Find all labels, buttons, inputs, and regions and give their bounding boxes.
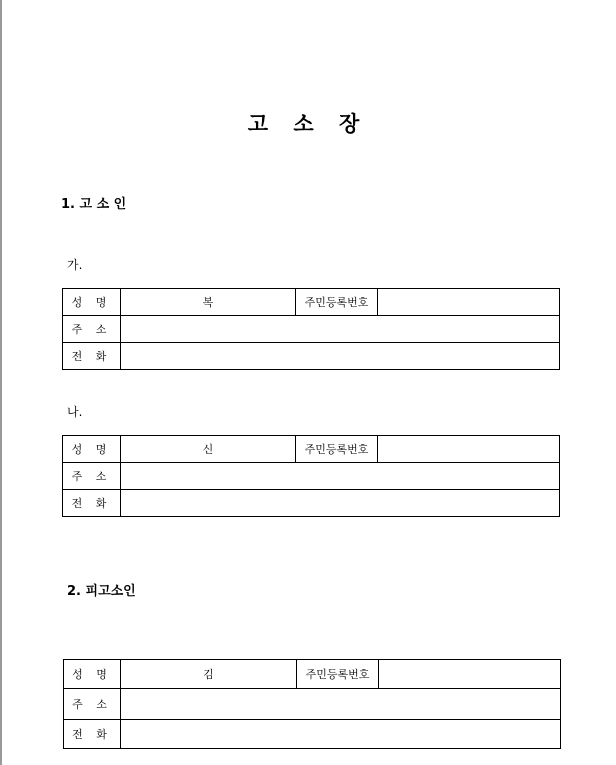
address-label: 주 소 <box>63 316 121 343</box>
phone-row <box>63 490 560 517</box>
phone-value <box>121 720 561 749</box>
address-value <box>121 689 561 720</box>
phone-label: 전 화 <box>63 490 121 517</box>
address-value <box>121 463 560 490</box>
rrn-label: 주민등록번호 <box>297 660 379 689</box>
complainant-heading: 1. 고 소 인 <box>61 197 127 212</box>
name-row <box>64 660 561 689</box>
name-label: 성 명 <box>63 289 121 316</box>
address-row <box>63 463 560 490</box>
complainant-b-label: 나. <box>67 405 83 419</box>
address-row <box>63 316 560 343</box>
address-label: 주 소 <box>64 689 121 720</box>
name-value: 신 <box>121 436 296 463</box>
complainant-b-table <box>62 435 560 517</box>
document-title: 고 소 장 <box>247 112 369 136</box>
address-row <box>64 689 561 720</box>
rrn-value <box>379 660 561 689</box>
name-row <box>63 436 560 463</box>
address-value <box>121 316 560 343</box>
rrn-label: 주민등록번호 <box>296 436 378 463</box>
name-value: 복 <box>121 289 296 316</box>
phone-value <box>121 343 560 370</box>
phone-label: 전 화 <box>64 720 121 749</box>
complainant-a-table <box>62 288 560 370</box>
rrn-value <box>378 436 560 463</box>
name-label: 성 명 <box>63 436 121 463</box>
defendant-table <box>63 659 561 749</box>
complainant-a-label: 가. <box>67 258 83 272</box>
phone-label: 전 화 <box>63 343 121 370</box>
address-label: 주 소 <box>63 463 121 490</box>
rrn-value <box>378 289 560 316</box>
name-value: 김 <box>121 660 297 689</box>
name-row <box>63 289 560 316</box>
phone-row <box>63 343 560 370</box>
phone-value <box>121 490 560 517</box>
rrn-label: 주민등록번호 <box>296 289 378 316</box>
phone-row <box>64 720 561 749</box>
name-label: 성 명 <box>64 660 121 689</box>
defendant-heading: 2. 피고소인 <box>67 584 136 599</box>
